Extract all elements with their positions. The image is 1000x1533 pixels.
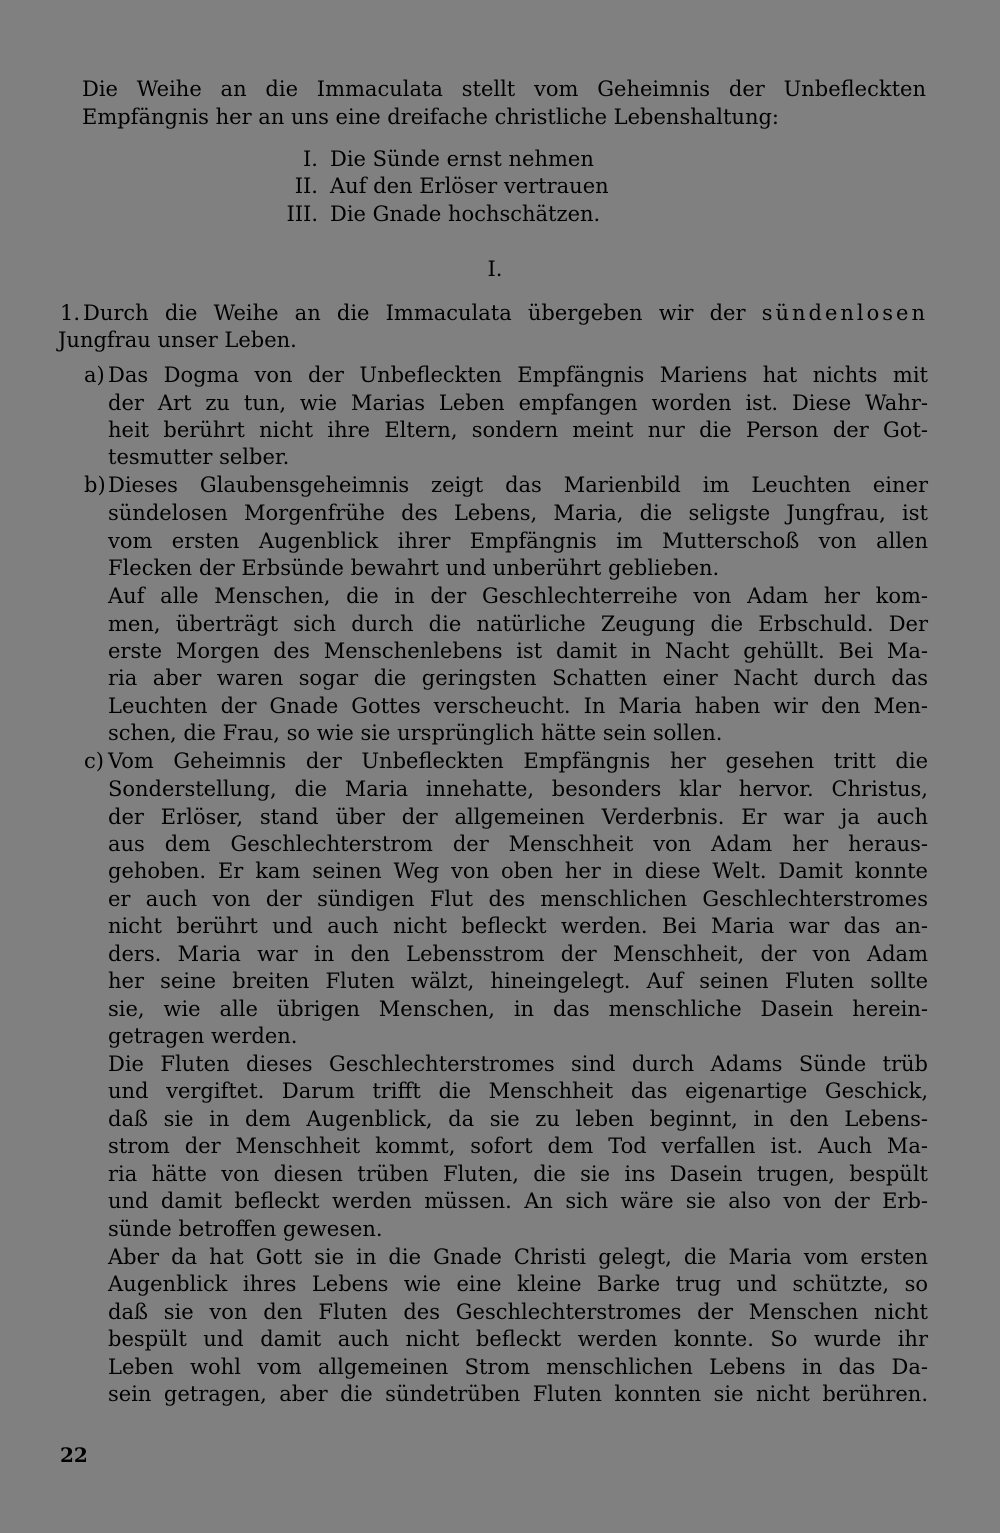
item-a-line: heit berührt nicht ihre Eltern, sondern meint nur die Person der Got- bbox=[108, 418, 928, 442]
list-text: Auf den Erlöser vertrauen bbox=[330, 174, 609, 198]
item-b-line: Leuchten der Gnade Gottes verscheucht. In Maria haben wir den Men- bbox=[108, 694, 928, 718]
item-b-line: Dieses Glaubensgeheimnis zeigt das Marienbild im Leuchten einer bbox=[108, 473, 928, 497]
item-b-line: erste Morgen des Menschenlebens ist damit in Nacht gehüllt. Bei Ma- bbox=[108, 639, 928, 663]
item-c-line: strom der Menschheit kommt, sofort dem Tod verfallen ist. Auch Ma- bbox=[108, 1134, 928, 1158]
list-numeral: I. bbox=[303, 147, 318, 171]
list-text: Die Sünde ernst nehmen bbox=[330, 147, 594, 171]
item-a-line: Das Dogma von der Unbefleckten Empfängnis Mariens hat nichts mit bbox=[108, 363, 928, 387]
item-a-line: der Art zu tun, wie Marias Leben empfangen worden ist. Diese Wahr- bbox=[108, 391, 928, 415]
item-c-line: gehoben. Er kam seinen Weg von oben her in diese Welt. Damit konnte bbox=[108, 859, 928, 883]
item-c-line: der Erlöser, stand über der allgemeinen Verderbnis. Er war ja auch bbox=[108, 805, 928, 829]
item-b-line: men, überträgt sich durch die natürliche Zeugung die Erbschuld. Der bbox=[108, 612, 928, 636]
point1-text: Durch die Weihe an die Immaculata übergeben wir der bbox=[83, 301, 746, 325]
point-number: 1. bbox=[60, 301, 81, 325]
item-c-line: daß sie in dem Augenblick, da sie zu leben beginnt, in den Lebens- bbox=[108, 1107, 928, 1131]
item-c-line: getragen werden. bbox=[108, 1024, 298, 1048]
item-marker-a: a) bbox=[84, 363, 105, 387]
item-c-line: sein getragen, aber die sündetrüben Fluten konnten sie nicht berühren. bbox=[108, 1382, 928, 1406]
item-c-line: sünde betroffen gewesen. bbox=[108, 1217, 383, 1241]
item-c-line: ders. Maria war in den Lebensstrom der Menschheit, der von Adam bbox=[108, 942, 928, 966]
item-c-line: nicht berührt und auch nicht befleckt werden. Bei Maria war das an- bbox=[108, 914, 928, 938]
list-text: Die Gnade hochschätzen. bbox=[330, 202, 601, 226]
item-c-line: ria hätte von diesen trüben Fluten, die sie ins Dasein trugen, bespült bbox=[108, 1162, 928, 1186]
item-c-line: Leben wohl vom allgemeinen Strom menschlichen Lebens in das Da- bbox=[108, 1355, 928, 1379]
emphasized-word: sündenlosen bbox=[761, 301, 928, 325]
intro-line: Empfängnis her an uns eine dreifache christliche Lebenshaltung: bbox=[82, 105, 779, 129]
item-b-line: Flecken der Erbsünde bewahrt und unberührt geblieben. bbox=[108, 556, 720, 580]
section-heading: I. bbox=[487, 257, 503, 281]
item-b-line: ria aber waren sogar die geringsten Schatten einer Nacht durch das bbox=[108, 666, 928, 690]
item-c-line: Aber da hat Gott sie in die Gnade Christi gelegt, die Maria vom ersten bbox=[108, 1245, 928, 1269]
item-c-line: Augenblick ihres Lebens wie eine kleine Barke trug und schützte, so bbox=[108, 1272, 928, 1296]
item-c-line: bespült und damit auch nicht befleckt werden konnte. So wurde ihr bbox=[108, 1327, 928, 1351]
item-c-line: Vom Geheimnis der Unbefleckten Empfängnis her gesehen tritt die bbox=[108, 749, 928, 773]
item-c-line: Die Fluten dieses Geschlechterstromes sind durch Adams Sünde trüb bbox=[108, 1052, 928, 1076]
item-c-line: her seine breiten Fluten wälzt, hineingelegt. Auf seinen Fluten sollte bbox=[108, 969, 928, 993]
point1-line bbox=[83, 299, 928, 327]
list-numeral: II. bbox=[294, 174, 318, 198]
item-c-line: und vergiftet. Darum trifft die Menschheit das eigenartige Geschick, bbox=[108, 1079, 928, 1103]
item-a-line: tesmutter selber. bbox=[108, 445, 290, 469]
item-c-line: Sonderstellung, die Maria innehatte, besonders klar hervor. Christus, bbox=[108, 777, 928, 801]
list-numeral: III. bbox=[286, 202, 318, 226]
item-b-line: vom ersten Augenblick ihrer Empfängnis im Mutterschoß von allen bbox=[108, 529, 928, 553]
item-c-line: er auch von der sündigen Flut des menschlichen Geschlechterstromes bbox=[108, 887, 928, 911]
item-b-line: sündelosen Morgenfrühe des Lebens, Maria, die seligste Jungfrau, ist bbox=[108, 501, 928, 525]
item-b-line: schen, die Frau, so wie sie ursprünglich hätte sein sollen. bbox=[108, 721, 723, 745]
item-c-line: daß sie von den Fluten des Geschlechterstromes der Menschen nicht bbox=[108, 1300, 928, 1324]
item-c-line: aus dem Geschlechterstrom der Menschheit von Adam her heraus- bbox=[108, 832, 928, 856]
point1-line: Jungfrau unser Leben. bbox=[58, 328, 297, 352]
item-marker-c: c) bbox=[84, 749, 104, 773]
item-c-line: und damit befleckt werden müssen. An sich wäre sie also von der Erb- bbox=[108, 1189, 928, 1213]
item-c-line: sie, wie alle übrigen Menschen, in das menschliche Dasein herein- bbox=[108, 997, 928, 1021]
page-number: 22 bbox=[60, 1443, 88, 1467]
intro-line: Die Weihe an die Immaculata stellt vom Geheimnis der Unbefleckten bbox=[82, 77, 926, 101]
item-b-line: Auf alle Menschen, die in der Geschlechterreihe von Adam her kom- bbox=[108, 584, 928, 608]
item-marker-b: b) bbox=[84, 473, 106, 497]
